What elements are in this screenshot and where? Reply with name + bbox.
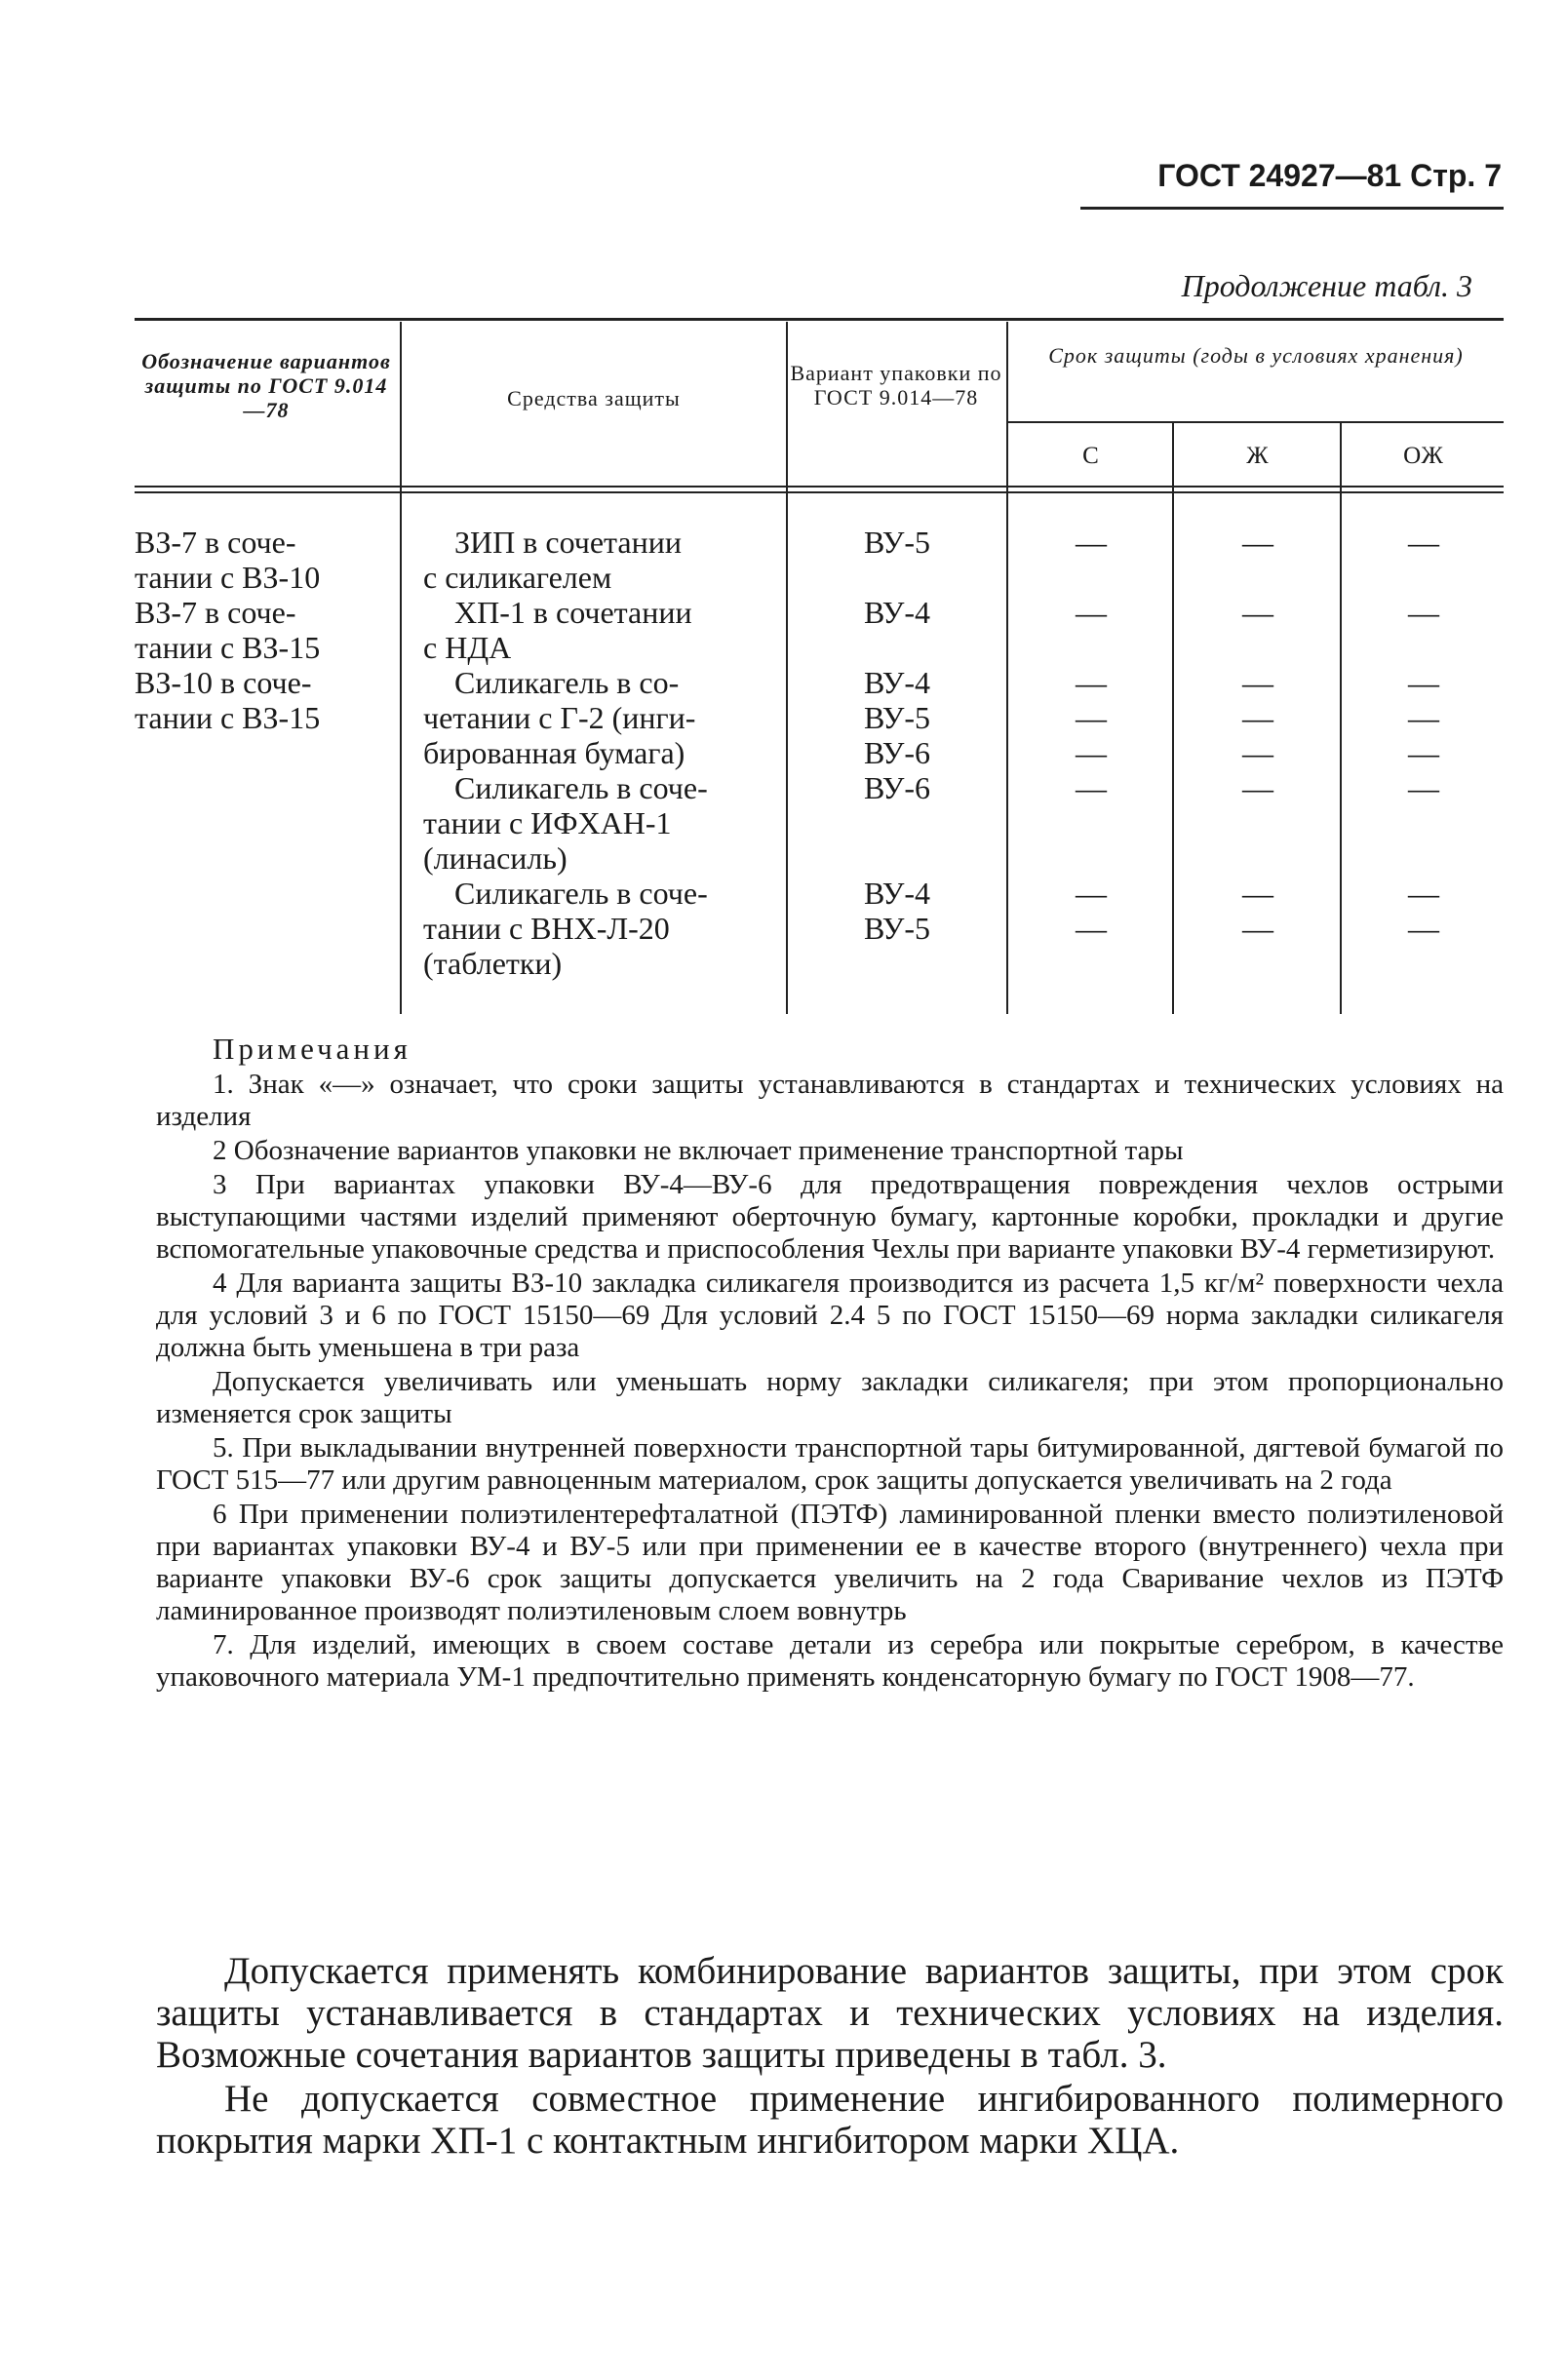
term-zh-dash: — <box>1242 595 1273 630</box>
header-means: Средства защиты <box>507 386 681 410</box>
header-term: Срок защиты (годы в условиях хранения) <box>1048 343 1464 368</box>
header-bottom-rule <box>135 486 1504 488</box>
term-zh-dash: — <box>1242 665 1273 700</box>
note-item: 4 Для варианта защиты ВЗ-10 закладка силикагеля производится из расчета 1,5 кг/м² поверхности чехла для условий 3 и 6 по ГОСТ 15150—69 Для условий 2.4 5 по ГОСТ 15150—69 норма закладки силикагеля должна быть уменьшена в три раза <box>156 1268 1504 1363</box>
designation-line: ВЗ-7 в соче- <box>135 525 296 560</box>
header-term-ozh: ОЖ <box>1403 443 1444 469</box>
header-term-zh: Ж <box>1246 443 1270 469</box>
note-item: Допускается увеличивать или уменьшать норму закладки силикагеля; при этом пропорционально изменяется срок защиты <box>156 1366 1504 1429</box>
col-divider-2 <box>786 322 788 1014</box>
designation-line: тании с ВЗ-15 <box>135 630 321 665</box>
table-continuation-label: Продолжение табл. 3 <box>1181 268 1472 303</box>
term-zh-dash: — <box>1242 876 1273 911</box>
variant-cell: ВУ-6 <box>863 770 931 805</box>
term-zh-dash: — <box>1242 525 1273 560</box>
header-term-c: С <box>1082 443 1100 469</box>
variant-cell: ВУ-5 <box>863 700 931 735</box>
means-line: Силикагель в соче- <box>454 770 708 805</box>
term-c-dash: — <box>1076 876 1107 911</box>
means-line: бированная бумага) <box>423 735 685 770</box>
means-line: тании с ИФХАН-1 <box>423 805 672 840</box>
term-c-dash: — <box>1076 770 1107 805</box>
means-line: с силикагелем <box>423 560 612 595</box>
table-top-rule <box>135 318 1504 321</box>
variant-cell: ВУ-5 <box>863 525 931 560</box>
term-zh-dash: — <box>1242 735 1273 770</box>
variant-cell: ВУ-6 <box>863 735 931 770</box>
header-variant: Вариант упаковки по ГОСТ 9.014—78 <box>790 361 1002 410</box>
variant-cell: ВУ-4 <box>863 665 931 700</box>
note-item: 7. Для изделий, имеющих в своем составе детали из серебра или покрытые серебром, в качестве упаковочного материала УМ-1 предпочтительно применять конденсаторную бумагу по ГОСТ 1908—77. <box>156 1629 1504 1693</box>
body-text <box>156 1950 1504 2164</box>
term-zh-dash: — <box>1242 911 1273 946</box>
term-zh-dash: — <box>1242 700 1273 735</box>
body-paragraph: Допускается применять комбинирование вариантов защиты, при этом срок защиты устанавливается в стандартах и технических условиях на изделия. Возможные сочетания вариантов защиты приведены в табл. 3. <box>156 1950 1504 2076</box>
col-divider-3 <box>1006 322 1008 1014</box>
term-ozh-dash: — <box>1408 525 1439 560</box>
page-header: ГОСТ 24927—81 Стр. 7 <box>1157 158 1502 193</box>
means-line: ХП-1 в сочетании <box>454 595 692 630</box>
note-item: 1. Знак «—» означает, что сроки защиты устанавливаются в стандартах и технических условиях на изделия <box>156 1069 1504 1132</box>
header-rule <box>1080 207 1504 210</box>
term-ozh-dash: — <box>1408 911 1439 946</box>
designation-line: ВЗ-10 в соче- <box>135 665 312 700</box>
term-ozh-dash: — <box>1408 770 1439 805</box>
designation-line: тании с ВЗ-15 <box>135 700 321 735</box>
note-item: 6 При применении полиэтилентерефталатной (ПЭТФ) ламинированной пленки вместо полиэтиленовой при вариантах упаковки ВУ-4 и ВУ-5 или при применении ее в качестве второго (внутреннего) чехла при варианте упаковки ВУ-6 срок защиты допускается увеличить на 2 года Сваривание чехлов из ПЭТФ ламинированное производят полиэтиленовым слоем вовнутрь <box>156 1499 1504 1626</box>
variant-cell: ВУ-4 <box>863 595 931 630</box>
variant-cell: ВУ-5 <box>863 911 931 946</box>
note-item: 2 Обозначение вариантов упаковки не включает применение транспортной тары <box>213 1135 1184 1166</box>
term-zh-dash: — <box>1242 770 1273 805</box>
means-line: ЗИП в сочетании <box>454 525 682 560</box>
means-line: тании с ВНХ-Л-20 <box>423 911 670 946</box>
col-divider-5 <box>1340 423 1342 1014</box>
note-item: 3 При вариантах упаковки ВУ-4—ВУ-6 для предотвращения повреждения чехлов острыми выступающими частями изделий применяют оберточную бумагу, картонные коробки, прокладки и другие вспомогательные упаковочные средства и приспособления Чехлы при варианте упаковки ВУ-4 герметизируют. <box>156 1169 1504 1265</box>
term-c-dash: — <box>1076 665 1107 700</box>
designation-line: тании с ВЗ-10 <box>135 560 321 595</box>
notes-title: Примечания <box>213 1032 411 1066</box>
col-divider-1 <box>400 322 402 1014</box>
designation-line: ВЗ-7 в соче- <box>135 595 296 630</box>
means-line: (линасиль) <box>423 840 568 876</box>
term-ozh-dash: — <box>1408 595 1439 630</box>
term-c-dash: — <box>1076 735 1107 770</box>
term-c-dash: — <box>1076 595 1107 630</box>
means-line: Силикагель в со- <box>454 665 680 700</box>
means-line: с НДА <box>423 630 512 665</box>
term-subheader-rule <box>1008 421 1504 423</box>
term-ozh-dash: — <box>1408 700 1439 735</box>
col-divider-4 <box>1172 423 1174 1014</box>
note-item: 5. При выкладывании внутренней поверхности транспортной тары битумированной, дягтевой бумагой по ГОСТ 515—77 или другим равноценным материалом, срок защиты допускается увеличивать на 2 года <box>156 1432 1504 1496</box>
means-line: Силикагель в соче- <box>454 876 708 911</box>
term-c-dash: — <box>1076 700 1107 735</box>
means-line: (таблетки) <box>423 946 563 981</box>
term-ozh-dash: — <box>1408 665 1439 700</box>
term-c-dash: — <box>1076 525 1107 560</box>
body-paragraph: Не допускается совместное применение ингибированного полимерного покрытия марки ХП-1 с контактным ингибитором марки ХЦА. <box>156 2078 1504 2162</box>
header-bottom-rule-2 <box>135 491 1504 493</box>
variant-cell: ВУ-4 <box>863 876 931 911</box>
means-line: четании с Г-2 (инги- <box>423 700 696 735</box>
header-designation: Обозначение вариантов защиты по ГОСТ 9.014—78 <box>141 349 391 422</box>
term-c-dash: — <box>1076 911 1107 946</box>
notes-list <box>156 1069 1504 1696</box>
term-ozh-dash: — <box>1408 735 1439 770</box>
term-ozh-dash: — <box>1408 876 1439 911</box>
